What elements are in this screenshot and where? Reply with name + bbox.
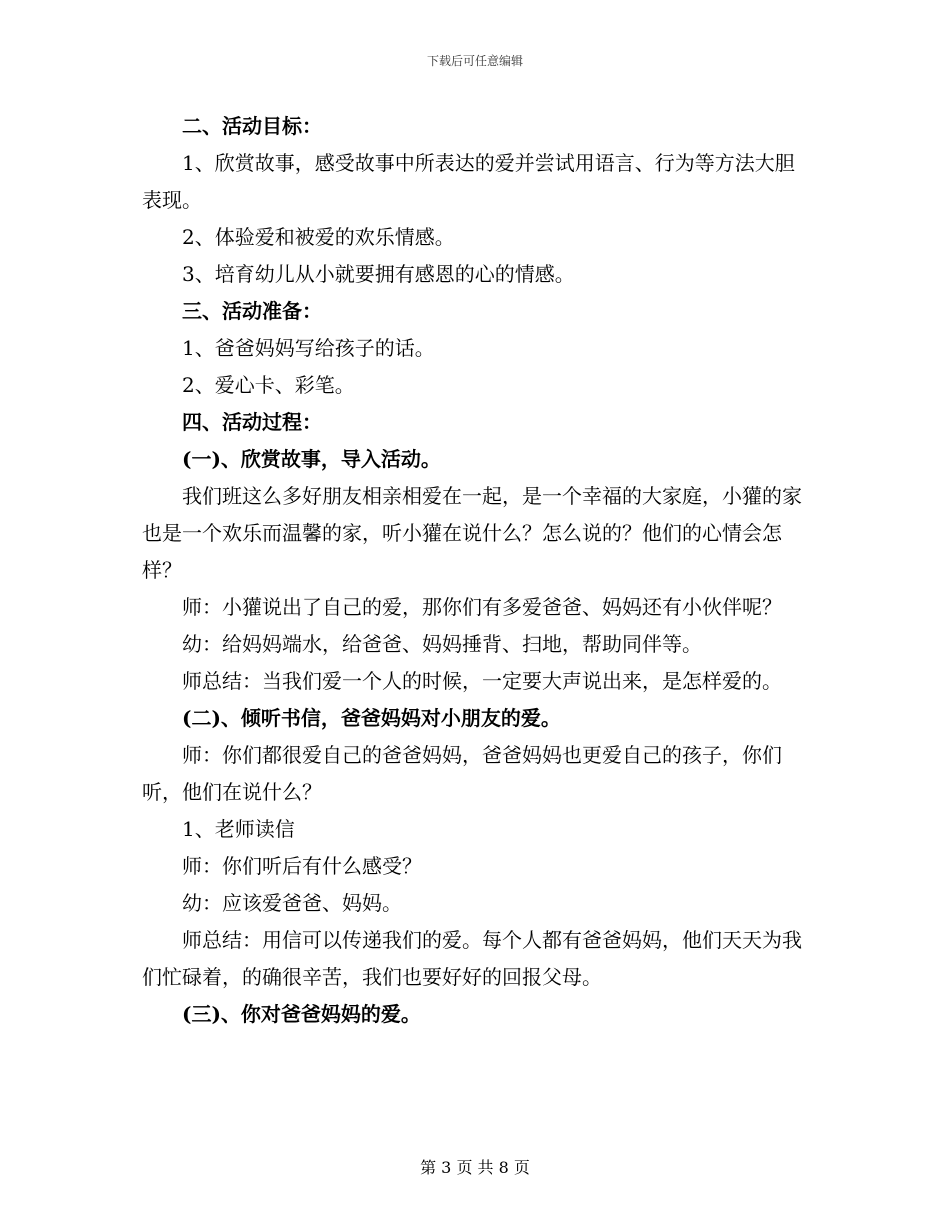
- section-heading-goals: 二、活动目标：: [182, 114, 322, 138]
- subsection-heading-1: (一)、欣赏故事，导入活动。: [182, 447, 441, 471]
- paragraph: 师总结：当我们爱一个人的时候，一定要大声说出来，是怎样爱的。: [182, 669, 782, 693]
- subsection-heading-3: (三)、你对爸爸妈妈的爱。: [182, 1002, 421, 1026]
- paragraph: 1、欣赏故事，感受故事中所表达的爱并尝试用语言、行为等方法大胆表现。: [142, 151, 795, 212]
- subsection-heading-2: (二)、倾听书信，爸爸妈妈对小朋友的爱。: [182, 706, 561, 730]
- paragraph: 师：小獾说出了自己的爱，那你们有多爱爸爸、妈妈还有小伙伴呢？: [182, 595, 782, 619]
- section-heading-preparation: 三、活动准备：: [182, 299, 322, 323]
- paragraph: 1、老师读信: [182, 817, 295, 841]
- paragraph: 师：你们都很爱自己的爸爸妈妈，爸爸妈妈也更爱自己的孩子，你们听，他们在说什么？: [142, 743, 782, 804]
- paragraph: 1、爸爸妈妈写给孩子的话。: [182, 336, 435, 360]
- document-body: [142, 108, 808, 1033]
- paragraph: 2、体验爱和被爱的欢乐情感。: [182, 225, 455, 249]
- paragraph: 幼：给妈妈端水，给爸爸、妈妈捶背、扫地，帮助同伴等。: [182, 632, 702, 656]
- paragraph: 我们班这么多好朋友相亲相爱在一起，是一个幸福的大家庭，小獾的家也是一个欢乐而温馨的家，听小獾在说什么？怎么说的？他们的心情会怎样？: [142, 484, 802, 582]
- page-header: 下载后可任意编辑: [426, 54, 523, 68]
- paragraph: 2、爱心卡、彩笔。: [182, 373, 355, 397]
- paragraph: 3、培育幼儿从小就要拥有感恩的心的情感。: [182, 262, 575, 286]
- page-footer: 第 3 页 共 8 页: [420, 1158, 530, 1177]
- paragraph: 师：你们听后有什么感受？: [182, 854, 422, 878]
- paragraph: 幼：应该爱爸爸、妈妈。: [182, 891, 402, 915]
- paragraph: 师总结：用信可以传递我们的爱。每个人都有爸爸妈妈，他们天天为我们忙碌着，的确很辛苦，我们也要好好的回报父母。: [142, 928, 802, 989]
- section-heading-process: 四、活动过程：: [182, 410, 322, 434]
